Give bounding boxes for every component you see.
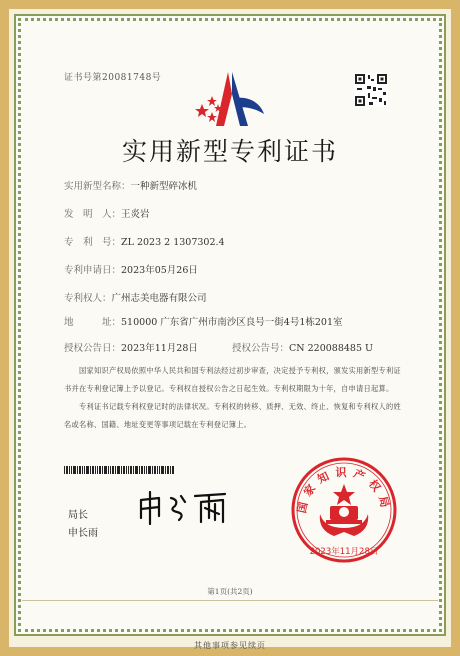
notice-text [64,362,404,434]
field-inventor: 发 明 人：王炎岩 [64,209,150,220]
notice-paragraph-1: 国家知识产权局依照中华人民共和国专利法经过初步审查，决定授予专利权，颁发实用新型专利证书并在专利登记簿上予以登记。专利权自授权公告之日起生效。专利权期限为十年，自申请日起算。 [64,366,401,393]
seal-date: 2023年11月28日 [309,547,379,557]
field-application-date: 专利申请日：2023年05月26日 [64,265,198,276]
footer-note: 其他事项参见续页 [194,641,266,650]
director-title: 局长 [68,510,88,521]
seal-organization: 国家知识产权局 [295,466,393,515]
qr-code-icon [354,73,388,107]
field-grant-date: 授权公告日：2023年11月28日 [64,343,198,354]
field-patentee: 专利权人：广州志美电器有限公司 [64,293,207,304]
certificate-number: 证书号第20081748号 [64,73,162,83]
divider [22,600,438,601]
certificate-title: 实用新型专利证书 [121,137,338,166]
field-utility-model-name: 实用新型名称：一种新型碎冰机 [64,181,198,192]
page-number: 第1页(共2页) [207,587,253,596]
field-address: 地 址：510000 广东省广州市南沙区良号一街4号1栋201室 [64,317,343,328]
official-seal-icon [290,456,398,564]
barcode-icon [64,466,174,474]
field-patent-number: 专 利 号：ZL 2023 2 1307302.4 [64,237,225,248]
notice-paragraph-2: 专利证书记载专利权登记时的法律状况。专利权的转移、质押、无效、终止、恢复和专利权人的姓名或名称、国籍、地址变更等事项记载在专利登记簿上。 [64,402,401,429]
director-signature-icon [135,488,235,528]
director-name: 申长雨 [68,528,98,539]
patent-office-logo-icon [188,68,272,128]
field-grant-number: 授权公告号：CN 220088485 U [232,343,374,354]
